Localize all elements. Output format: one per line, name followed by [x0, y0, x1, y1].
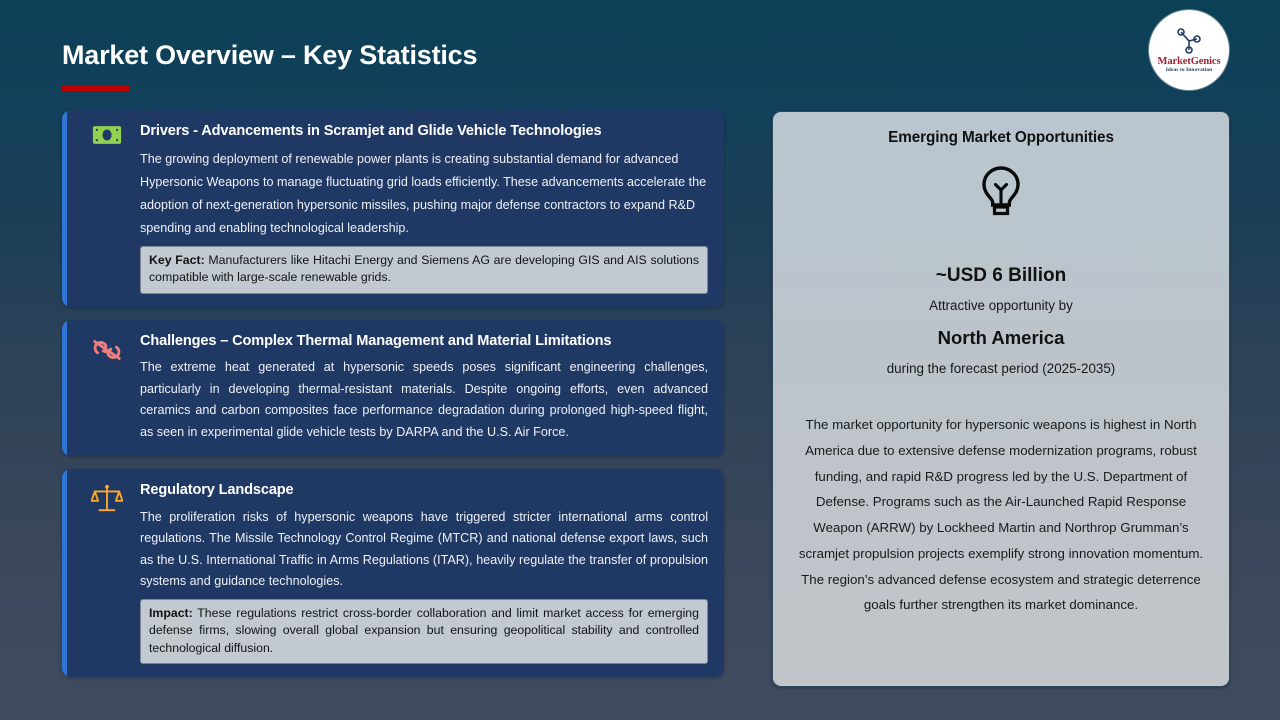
title-underline-rule	[62, 86, 130, 91]
callout-text: These regulations restrict cross-border collaboration and limit market access for emerging defense firms, slowing overall global expansion but ensuring geopolitical stability and controlled technological diffusion.	[149, 605, 699, 655]
logo-company-name: MarketGenics	[1157, 55, 1221, 67]
emerging-market-opportunities-panel	[772, 111, 1230, 687]
panel-title: Emerging Market Opportunities	[888, 129, 1114, 146]
forecast-period: during the forecast period (2025-2035)	[886, 361, 1116, 376]
insight-cards-column	[62, 110, 724, 690]
banknote-icon	[86, 124, 128, 166]
card-body-text: The extreme heat generated at hypersonic speeds poses significant engineering challenges, particularly in developing thermal-resistant materials. Despite ongoing efforts, even advanced ceramics and carbon composites face performance degradation during prolonged high-speed flight, as seen in experimental glide vehicle tests by DARPA and the U.S. Air Force.	[140, 360, 708, 439]
page-title: Market Overview – Key Statistics	[62, 40, 478, 70]
insight-card-challenges	[62, 320, 724, 457]
callout-label: Key Fact:	[149, 252, 205, 267]
card-title: Challenges – Complex Thermal Management and Material Limitations	[140, 332, 612, 349]
impact-callout	[140, 599, 708, 664]
card-body-text: The growing deployment of renewable power plants is creating substantial demand for advanced Hypersonic Weapons to manage fluctuating grid loads efficiently. These advancements accelerate the adoption of next-generation hypersonic missiles, pushing major defense contractors to expand R&D spending and enabling technological leadership.	[140, 151, 707, 235]
callout-label: Impact:	[149, 605, 193, 620]
balance-scale-icon	[86, 483, 128, 525]
brand-logo	[1149, 10, 1229, 90]
insight-card-regulatory	[62, 469, 724, 677]
insight-card-drivers	[62, 110, 724, 307]
panel-paragraph: The market opportunity for hypersonic weapons is highest in North America due to extensive defense modernization programs, robust funding, and rapid R&D progress led by the U.S. Department of Defense. Programs such as the Air-Launched Rapid Response Weapon (ARRW) by Lockheed Martin and Northrop Grumman’s scramjet propulsion projects exemplify strong innovation momentum. The region’s advanced defense ecosystem and strategic deterrence goals further strengthen its market dominance.	[798, 417, 1204, 613]
lightbulb-icon	[973, 163, 1029, 219]
opportunity-subtitle: Attractive opportunity by	[929, 298, 1073, 313]
opportunity-region: North America	[937, 327, 1065, 348]
broken-link-icon	[86, 334, 128, 376]
callout-text: Manufacturers like Hitachi Energy and Siemens AG are developing GIS and AIS solutions compatible with large-scale renewable grids.	[149, 252, 700, 285]
opportunity-value: ~USD 6 Billion	[935, 265, 1067, 286]
card-title: Drivers - Advancements in Scramjet and Glide Vehicle Technologies	[140, 123, 602, 139]
card-title: Regulatory Landscape	[140, 482, 294, 499]
network-nodes-icon	[1172, 26, 1206, 56]
logo-tagline: Ideas to Innovation	[1165, 67, 1213, 74]
key-fact-callout	[140, 246, 708, 294]
card-body-text: The proliferation risks of hypersonic weapons have triggered stricter international arms control regulations. The Missile Technology Control Regime (MTCR) and national defense export laws, such as the U.S. International Traffic in Arms Regulations (ITAR), heavily regulate the transfer of propulsion systems and guidance technologies.	[140, 510, 708, 589]
